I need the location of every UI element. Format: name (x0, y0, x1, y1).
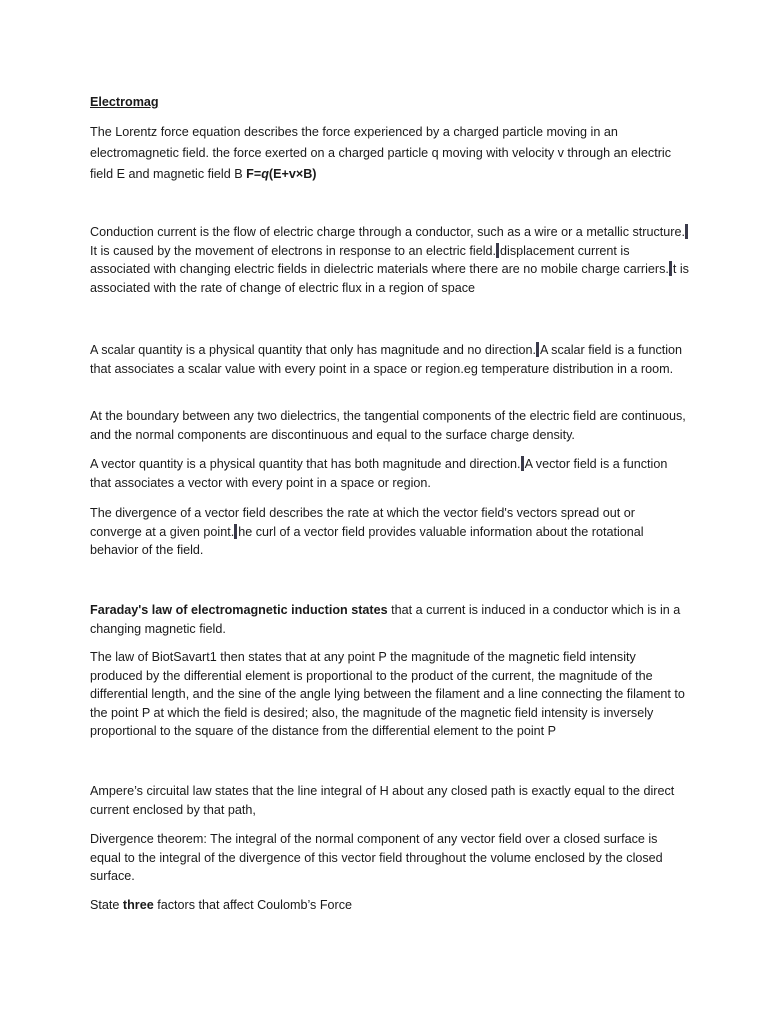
faraday-paragraph: Faraday's law of electromagnetic induction states that a current is induced in a conductor which is in a changing magnetic field. (90, 603, 681, 636)
lorentz-text: The Lorentz force equation describes the force experienced by a charged particle moving in an electromagnetic field. the force exerted on a charged particle q moving with velocity v through an electric field E and magnetic field B (90, 125, 672, 181)
document-title: Electromag (90, 95, 159, 109)
text-cursor-mark (496, 243, 499, 258)
text-cursor-mark (536, 342, 539, 357)
faraday-heading: Faraday's law of electromagnetic induction states (90, 603, 388, 617)
text-cursor-mark (669, 261, 672, 276)
divergence-paragraph: The divergence of a vector field describes the rate at which the vector field's vectors spread out or converge at a given point. he curl of a vector field provides valuable information about the rotational behavior of the field. (90, 506, 644, 558)
text-cursor-mark (521, 456, 524, 471)
conduction-paragraph: Conduction current is the flow of electric charge through a conductor, such as a wire or a metallic structure.It is caused by the movement of electrons in response to an electric field. displacement current is associated with changing electric fields in dielectric materials where there are no mobile charge carriers. t is associated with the rate of change of electric flux in a region of space (90, 225, 689, 295)
ampere-paragraph: Ampere’s circuital law states that the line integral of H about any closed path is exactly equal to the direct current enclosed by that path, (90, 784, 675, 817)
scalar-paragraph: A scalar quantity is a physical quantity that only has magnitude and no direction. A scalar field is a function that associates a scalar value with every point in a space or region.eg temperature distribution in a room. (90, 343, 683, 376)
divergence-theorem-paragraph: Divergence theorem: The integral of the normal component of any vector field over a closed surface is equal to the integral of the divergence of this vector field throughout the volume enclosed by the closed surface. (90, 832, 663, 884)
text-cursor-mark (685, 224, 688, 239)
biot-savart-paragraph: The law of BiotSavart1 then states that at any point P the magnitude of the magnetic field intensity produced by the differential element is proportional to the product of the current, the magnitude of the differential length, and the sine of the angle lying between the filament and a line connecting the filament to the point P at which the field is desired; also, the magnitude of the magnetic field intensity is inversely proportional to the square of the distance from the differential element to the point P (90, 650, 685, 739)
vector-paragraph: A vector quantity is a physical quantity that has both magnitude and direction. A vector field is a function that associates a vector with every point in a space or region. (90, 457, 668, 490)
lorentz-paragraph (90, 122, 690, 185)
lorentz-formula: F=q(E+v×B) (246, 167, 317, 181)
boundary-paragraph: At the boundary between any two dielectrics, the tangential components of the electric field are continuous, and the normal components are discontinuous and equal to the surface charge density. (90, 409, 686, 442)
text-cursor-mark (234, 524, 237, 539)
coulomb-question: State three factors that affect Coulomb’s Force (90, 898, 353, 912)
